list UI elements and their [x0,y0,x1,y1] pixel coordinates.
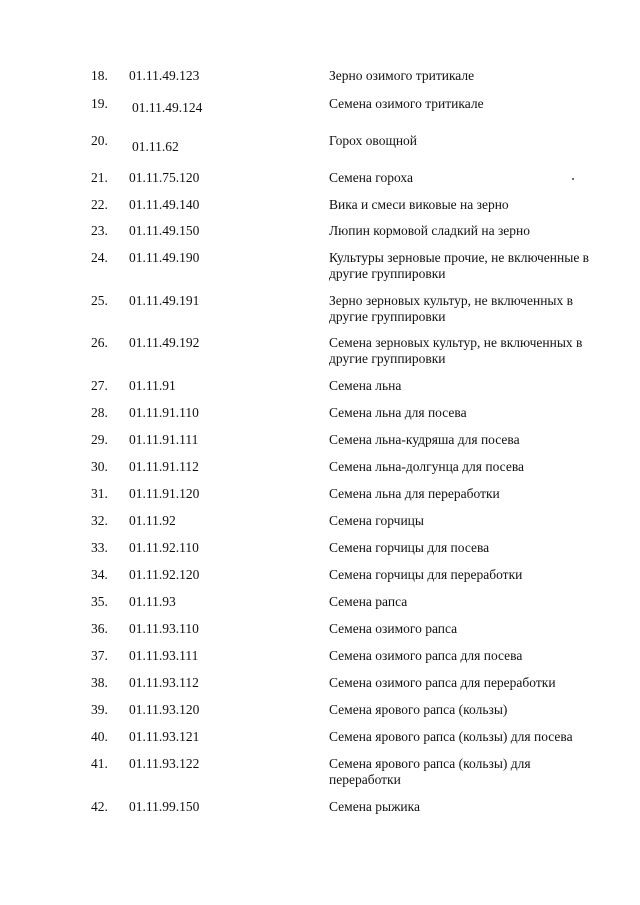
row-code: 01.11.93.120 [129,702,200,717]
row-code: 01.11.49.150 [129,223,200,238]
row-code: 01.11.93.122 [129,756,200,771]
row-number: 30. [91,459,108,474]
row-code: 01.11.93.110 [129,621,199,636]
row-code: 01.11.93.112 [129,675,199,690]
row-code: 01.11.93.111 [129,648,199,663]
row-number: 35. [91,594,108,609]
row-name: Семена льна [329,378,402,393]
row-name: Семена озимого рапса для посева [329,648,523,663]
row-number: 39. [91,702,108,717]
row-number: 21. [91,170,108,185]
row-code: 01.11.49.190 [129,250,200,265]
row-code: 01.11.92.120 [129,567,200,582]
row-code: 01.11.91.112 [129,459,199,474]
row-name: Семена озимого тритикале [329,96,484,111]
row-code: 01.11.91 [129,378,176,393]
row-name: Культуры зерновые прочие, не включенные в другие группировки [329,250,590,281]
row-name: Семена ярового рапса (кользы) для посева [329,729,573,744]
row-name: Семена озимого рапса для переработки [329,675,556,690]
row-name: Семена ярового рапса (кользы) для переработки [329,756,531,787]
row-code: 01.11.92 [129,513,176,528]
row-code: 01.11.92.110 [129,540,199,555]
row-number: 38. [91,675,108,690]
row-number: 37. [91,648,108,663]
scan-speck [572,178,574,180]
row-number: 33. [91,540,108,555]
row-code: 01.11.49.124 [132,100,203,115]
row-name: Семена зерновых культур, не включенных в другие группировки [329,335,583,366]
row-code: 01.11.91.110 [129,405,199,420]
row-number: 31. [91,486,108,501]
row-code: 01.11.99.150 [129,799,200,814]
row-number: 28. [91,405,108,420]
row-name: Семена льна для посева [329,405,467,420]
row-code: 01.11.62 [132,139,179,154]
row-code: 01.11.93.121 [129,729,200,744]
row-code: 01.11.49.123 [129,68,200,83]
row-code: 01.11.49.191 [129,293,200,308]
row-number: 20. [91,133,108,148]
row-name: Семена горчицы для посева [329,540,490,555]
row-number: 36. [91,621,108,636]
row-number: 41. [91,756,108,771]
row-name: Люпин кормовой сладкий на зерно [329,223,530,238]
row-name: Семена льна-кудряша для посева [329,432,520,447]
row-name: Семена горчицы [329,513,424,528]
row-code: 01.11.75.120 [129,170,200,185]
row-number: 27. [91,378,108,393]
row-name: Зерно зерновых культур, не включенных в другие группировки [329,293,573,324]
row-code: 01.11.49.140 [129,197,200,212]
row-name: Семена горчицы для переработки [329,567,523,582]
row-name: Вика и смеси виковые на зерно [329,197,509,212]
row-code: 01.11.91.111 [129,432,199,447]
row-name: Семена озимого рапса [329,621,458,636]
row-number: 25. [91,293,108,308]
row-code: 01.11.91.120 [129,486,200,501]
row-number: 34. [91,567,108,582]
row-number: 22. [91,197,108,212]
row-code: 01.11.49.192 [129,335,200,350]
row-name: Зерно озимого тритикале [329,68,475,83]
row-name: Семена льна для переработки [329,486,500,501]
row-number: 29. [91,432,108,447]
row-number: 24. [91,250,108,265]
row-name: Семена рыжика [329,799,421,814]
row-number: 23. [91,223,108,238]
row-number: 40. [91,729,108,744]
row-number: 19. [91,96,108,111]
row-name: Семена ярового рапса (кользы) [329,702,508,717]
row-name: Семена рапса [329,594,408,609]
row-number: 26. [91,335,108,350]
row-number: 18. [91,68,108,83]
row-name: Горох овощной [329,133,418,148]
row-number: 32. [91,513,108,528]
row-number: 42. [91,799,108,814]
row-name: Семена льна-долгунца для посева [329,459,525,474]
row-code: 01.11.93 [129,594,176,609]
row-name: Семена гороха [329,170,413,185]
